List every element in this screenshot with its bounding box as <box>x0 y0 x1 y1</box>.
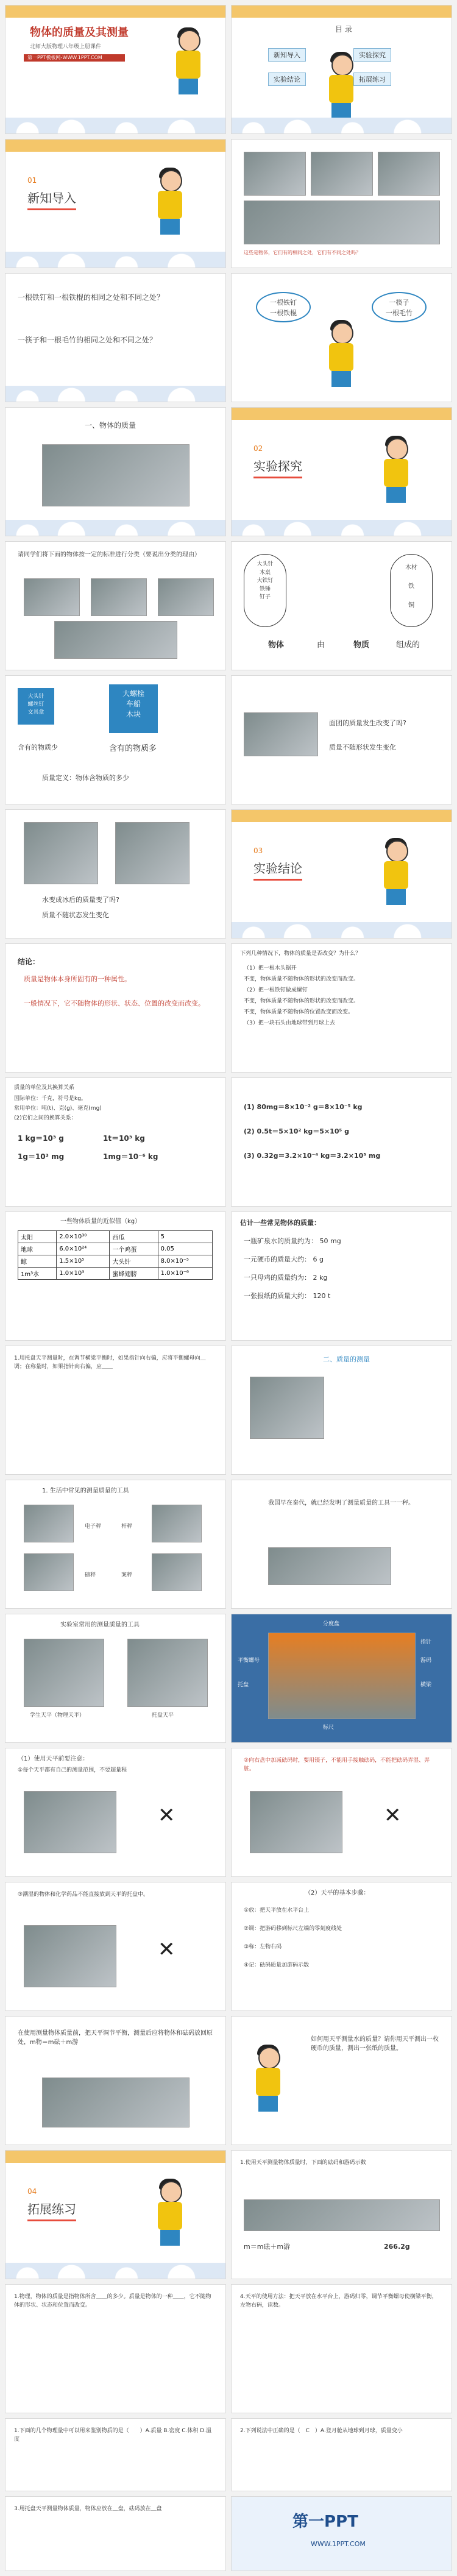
small-objects <box>18 688 54 725</box>
object-photo-4 <box>54 621 177 659</box>
exercise-text: 1.用托盘天平测量时，在调节横梁平衡时，如果指针向右偏，应将平衡螺母向＿调；在称量时，如果指针向右偏，应＿＿ <box>14 1355 206 1370</box>
left-item: 钉子 <box>259 594 271 600</box>
exercise-text: 4.天平的使用方法：把天平放在水平台上，游码归零，调节平衡螺母使横梁平衡，左物右码，读数。 <box>240 2294 438 2308</box>
toc-item-2[interactable]: 实验探究 <box>353 48 391 62</box>
ice-answer: 质量不随状态发生变化 <box>42 911 109 919</box>
thinking-text: 如何用天平测量水的质量？请你用天平测出一枚硬币的质量，测出一张纸的质量。 <box>311 2036 439 2052</box>
tool-photo <box>24 1505 74 1542</box>
reading-value: 266.2g <box>384 2243 410 2251</box>
part-label: 分度盘 <box>323 1621 340 1627</box>
slide-section-03 <box>231 809 452 939</box>
cartoon-kid-icon <box>323 54 360 121</box>
estimate-line: 一瓶矿泉水的质量约为： 50 mg <box>244 1237 341 1245</box>
big-item: 大螺栓 <box>122 689 144 698</box>
tool-label: 案秤 <box>121 1572 133 1578</box>
band <box>5 5 225 18</box>
part-label: 指针 <box>420 1639 432 1645</box>
page-title: 物体的质量及其测量 <box>30 26 129 39</box>
slide-dough <box>231 675 452 804</box>
tool-label: 磅秤 <box>85 1572 96 1578</box>
conclusion-title: 结论： <box>18 957 40 966</box>
slide-classify <box>5 541 226 670</box>
conclusion-line-1: 质量是物体本身所固有的一种属性。 <box>24 975 131 983</box>
object-photo-3 <box>158 578 214 616</box>
left-item: 大头针 <box>257 561 274 567</box>
mass-table <box>18 1230 213 1280</box>
changes-line: 不变，物体质量不随物体的形状的改变而改变。 <box>244 998 360 1004</box>
caption-c: 物质 <box>353 640 370 650</box>
changes-line: 不变，物体质量不随物体的位置改变而改变。 <box>244 1009 354 1015</box>
cloud-decoration <box>232 118 452 133</box>
left-item: 铁锤 <box>259 586 271 592</box>
cartoon-kid-icon <box>170 30 207 97</box>
slide-mass-table <box>5 1212 226 1341</box>
slide-qin <box>231 1480 452 1609</box>
table-row: 地球 6.0×10²⁴ 一个鸡蛋 0.05 <box>18 1243 213 1255</box>
slide-steps <box>231 1882 452 2011</box>
slide-balance-parts <box>231 1614 452 1743</box>
unit-equation: 1 kg＝10³ g <box>18 1134 64 1143</box>
slide-title <box>5 5 226 134</box>
table-row: 鲸 1.5×10⁵ 大头针 8.0×10⁻⁵ <box>18 1255 213 1268</box>
slide-diagram <box>231 541 452 670</box>
photo-hands <box>311 152 373 196</box>
site-bar: 第一PPT模板网-WWW.1PPT.COM <box>24 54 125 62</box>
brand-url[interactable]: WWW.1PPT.COM <box>311 2540 366 2548</box>
slide-section-04 <box>5 2150 226 2279</box>
qin-text: 我国早在秦代，就已经发明了测量质量的工具一一秤。 <box>268 1500 414 1506</box>
slide-usage <box>5 2016 226 2145</box>
cross-icon: ✕ <box>158 1937 175 1962</box>
question-1: 一根铁钉和一根铁棍的相同之处和不同之处？ <box>18 293 165 302</box>
caption-more: 含有的物质多 <box>109 744 157 753</box>
changes-line: （1）把一根木头锯开 <box>244 965 297 971</box>
table-row: 太阳 2.0×10³⁰ 西瓜 5 <box>18 1231 213 1243</box>
tool-photo <box>152 1553 202 1591</box>
table-row: 1m³水 1.0×10³ 蜜蜂翅膀 1.0×10⁻⁶ <box>18 1268 213 1280</box>
tool-label: 杆秤 <box>121 1524 133 1530</box>
slide-exercise-6 <box>5 2496 226 2571</box>
units-line: 常用单位：吨(t)、克(g)、毫克(mg) <box>14 1105 102 1112</box>
exercise-text: 1.下面的几个物理量中可以用来鉴别物质的是（ ）A.质量 B.密度 C.体积 D.温度 <box>14 2428 212 2443</box>
changes-question: 下列几种情况下，物体的质量是否改变？为什么？ <box>240 951 361 957</box>
conversion-line: (3) 0.32g＝3.2×10⁻⁴ kg＝3.2×10⁵ mg <box>244 1152 381 1160</box>
slide-exercise-1 <box>5 1346 226 1475</box>
caption-student: 学生天平（物理天平） <box>30 1712 85 1719</box>
unit-equation: 1t＝10³ kg <box>103 1134 145 1143</box>
mass-definition: 质量定义：物体含物质的多少 <box>42 774 129 782</box>
section-label: 拓展练习 <box>27 2199 76 2221</box>
slide-measure-heading <box>231 1346 452 1475</box>
estimate-line: 一张报纸的质量大约： 120 t <box>244 1292 331 1300</box>
big-objects <box>109 684 158 733</box>
slide-exercise-2 <box>5 2284 226 2413</box>
note-text: ①每个天平都有自己的测量范围，不要超量程 <box>18 1767 127 1773</box>
toc-heading: 目 录 <box>335 25 352 34</box>
tools-heading: 1. 生活中常见的测量质量的工具 <box>42 1488 129 1494</box>
left-item: 大铁钉 <box>257 578 274 584</box>
ice-question: 水变成冰后的质量变了吗? <box>42 896 119 904</box>
bubble-1: 一根铁钉 一根铁棍 <box>256 292 311 322</box>
step-item: ④记：砝码质量加游码示数 <box>244 1962 310 1968</box>
slide-conversions <box>231 1077 452 1207</box>
dough-answer: 质量不随形状发生变化 <box>329 743 396 751</box>
cartoon-kid-icon <box>323 322 360 389</box>
slide-mass-heading <box>5 407 226 536</box>
tool-photo <box>24 1553 74 1591</box>
cloud-decoration <box>5 386 225 402</box>
formula: m＝m砝＋m游 <box>244 2243 291 2251</box>
estimate-line: 一只母鸡的质量约为： 2 kg <box>244 1274 328 1282</box>
band <box>232 5 452 18</box>
section-label: 实验结论 <box>253 859 302 881</box>
dough-photo <box>244 712 318 756</box>
balance-image <box>250 1377 324 1439</box>
unit-equation: 1g＝10³ mg <box>18 1152 65 1161</box>
balance-image <box>42 444 190 506</box>
step-item: ③称：左物右码 <box>244 1944 282 1950</box>
right-group <box>390 554 433 627</box>
weights-photo <box>244 2199 440 2231</box>
left-group <box>244 554 286 627</box>
caption-b: 由 <box>317 640 325 650</box>
tray-balance-photo <box>127 1639 208 1707</box>
cloud-decoration <box>5 118 225 133</box>
slide-notes-2 <box>231 1748 452 1877</box>
left-item: 木桌 <box>259 569 271 576</box>
slide-more-less <box>5 675 226 804</box>
small-item: 螺丝钉 <box>27 701 44 708</box>
band <box>232 810 452 822</box>
weights-photo <box>250 1791 342 1853</box>
small-item: 文具盒 <box>27 709 44 715</box>
steelyard-image <box>268 1547 391 1585</box>
cartoon-kid-icon <box>152 2181 188 2248</box>
cloud-decoration <box>5 2263 225 2279</box>
slide-section-02 <box>231 407 452 536</box>
lab-heading: 实验室常用的测量质量的工具 <box>60 1622 140 1628</box>
caption-less: 含有的物质少 <box>18 743 58 751</box>
section-number: 04 <box>27 2187 37 2196</box>
subtitle: 北师大版物理八年级上册课件 <box>30 44 102 50</box>
note-text: ②向右盘中加减砝码时，要用镊子，不能用手接触砝码，不能把砝码弄湿、弄脏。 <box>244 1758 430 1772</box>
exercise-text: 2.下列说法中正确的是（ C ）A.登月舱从地球到月球，质量变小 <box>240 2428 403 2434</box>
exercise-text: 3.用托盘天平测量物体质量，物体应放在＿盘，砝码放在＿盘 <box>14 2506 162 2512</box>
section-number: 02 <box>253 444 263 453</box>
tool-label: 电子秤 <box>85 1524 102 1530</box>
changes-line: （3）把一块石头由地球带到月球上去 <box>244 1020 335 1026</box>
section-heading: 二、质量的测量 <box>323 1355 370 1363</box>
band <box>5 2151 225 2163</box>
cartoon-kid-icon <box>152 170 188 237</box>
slide-toc <box>231 5 452 134</box>
slide-photos <box>231 139 452 268</box>
slide-ending <box>231 2496 452 2571</box>
cartoon-kid-icon <box>250 2047 286 2114</box>
dough-question: 面团的质量发生改变了吗? <box>329 719 406 727</box>
balance-photo <box>24 1925 116 1987</box>
conversion-line: (2) 0.5t＝5×10² kg＝5×10⁵ g <box>244 1127 349 1135</box>
slide-units <box>5 1077 226 1207</box>
step-item: ①放：把天平放在水平台上 <box>244 1907 310 1914</box>
note-text: ③潮湿的物体和化学药品不能直接放到天平的托盘中。 <box>18 1892 149 1898</box>
estimate-line: 一元硬币的质量大约： 6 g <box>244 1255 324 1263</box>
right-item: 铁 <box>408 583 414 590</box>
part-label: 标尺 <box>323 1725 335 1731</box>
scale-photo <box>42 2077 190 2127</box>
section-label: 实验探究 <box>253 456 302 478</box>
caption-d: 组成的 <box>396 640 420 650</box>
section-label: 新知导入 <box>27 188 76 210</box>
ice-photo-2 <box>115 822 190 884</box>
slide-notes-1 <box>5 1748 226 1877</box>
cross-icon: ✕ <box>158 1803 175 1828</box>
notes-heading: （1）使用天平前要注意： <box>18 1756 89 1762</box>
usage-text: 在使用测量物体质量前，把天平调节平衡，测量后应将物体和砝码放回原处，m物＝m砝＋m游 <box>18 2030 213 2046</box>
cloud-decoration <box>5 520 225 536</box>
object-photo-2 <box>91 578 147 616</box>
cartoon-kid-icon <box>378 840 414 907</box>
estimate-title: 估计一些常见物体的质量： <box>240 1219 321 1227</box>
part-label: 平衡螺母 <box>238 1658 260 1664</box>
conclusion-line-2: 一般情况下，它不随物体的形状、状态、位置的改变而改变。 <box>24 999 205 1007</box>
band <box>232 408 452 420</box>
slide-lab-tools <box>5 1614 226 1743</box>
slide-tools <box>5 1480 226 1609</box>
part-label: 托盘 <box>238 1682 249 1688</box>
table-title: 一些物体质量的近似值（kg） <box>60 1218 141 1225</box>
units-line: (2)它们之间的换算关系： <box>14 1115 77 1121</box>
section-number: 01 <box>27 176 37 185</box>
tool-photo <box>152 1505 202 1542</box>
balance-diagram <box>268 1633 416 1719</box>
exercise-text: 1.物理，物体的质量是指物体所含＿＿的多少。质量是物体的一种＿＿，它不随物体的形状、状态和位置而改变。 <box>14 2294 211 2308</box>
cloud-decoration <box>232 520 452 536</box>
changes-line: （2）把一根铁钉做成螺钉 <box>244 987 308 993</box>
step-item: ②调：把游码移到标尺左端的零刻度线处 <box>244 1926 342 1932</box>
conversion-line: (1) 80mg＝8×10⁻² g＝8×10⁻⁵ kg <box>244 1103 363 1111</box>
units-line: 国际单位：千克，符号是kg。 <box>14 1096 87 1102</box>
right-item: 木材 <box>405 564 417 571</box>
steps-heading: （2）天平的基本步骤： <box>305 1890 370 1897</box>
cloud-decoration <box>5 252 225 268</box>
toc-item-3[interactable]: 实验结论 <box>268 73 306 86</box>
slide-notes-3 <box>5 1882 226 2011</box>
cloud-decoration <box>232 922 452 938</box>
unit-equation: 1mg＝10⁻⁶ kg <box>103 1152 158 1161</box>
bubble-2: 一筷子 一根毛竹 <box>372 292 427 322</box>
toc-item-4[interactable]: 拓展练习 <box>353 73 391 86</box>
band <box>5 140 225 152</box>
slide-exercise-4 <box>5 2418 226 2491</box>
photo-caption: 这些是物体，它们有的相同之处，它们有不同之处吗？ <box>244 250 361 255</box>
small-item: 大头针 <box>27 694 44 700</box>
part-label: 游码 <box>420 1658 432 1664</box>
classify-intro: 请同学们将下面的物体按一定的标准进行分类（要说出分类的理由） <box>18 552 200 558</box>
student-balance-photo <box>24 1639 104 1707</box>
part-label: 横梁 <box>420 1682 432 1688</box>
slide-reading <box>231 2150 452 2279</box>
cross-icon: ✕ <box>384 1803 402 1828</box>
slide-section-01 <box>5 139 226 268</box>
big-item: 木块 <box>126 710 141 719</box>
cartoon-kid-icon <box>378 438 414 505</box>
caption-tray: 托盘天平 <box>152 1712 174 1719</box>
balance-photo <box>24 1791 116 1853</box>
question-2: 一筷子和一根毛竹的相同之处和不同之处？ <box>18 336 157 344</box>
slide-ice <box>5 809 226 939</box>
object-photo-1 <box>24 578 80 616</box>
slide-exercise-3 <box>231 2284 452 2413</box>
right-item: 铜 <box>408 602 414 609</box>
big-item: 车船 <box>126 700 141 708</box>
slide-bubbles <box>231 273 452 402</box>
section-number: 03 <box>253 846 263 855</box>
ice-photo-1 <box>24 822 98 884</box>
slide-estimate <box>231 1212 452 1341</box>
caption-a: 物体 <box>268 640 285 650</box>
changes-line: 不变，物体质量不随物体的形状的改变而改变。 <box>244 976 360 982</box>
photo-bottom <box>244 200 440 244</box>
slide-changes <box>231 943 452 1073</box>
section-heading: 一、物体的质量 <box>85 421 136 430</box>
toc-item-1[interactable]: 新知导入 <box>268 48 306 62</box>
units-title: 质量的单位及其换算关系 <box>14 1085 75 1091</box>
slide-thinking <box>231 2016 452 2145</box>
photo-scale <box>244 152 306 196</box>
slide-exercise-5 <box>231 2418 452 2491</box>
photo-object <box>378 152 440 196</box>
slide-conclusion <box>5 943 226 1073</box>
slide-questions <box>5 273 226 402</box>
reading-text: 1.使用天平测量物体质量时，下面的砝码和游码示数 <box>240 2160 366 2166</box>
brand-logo: 第一PPT <box>292 2513 358 2531</box>
